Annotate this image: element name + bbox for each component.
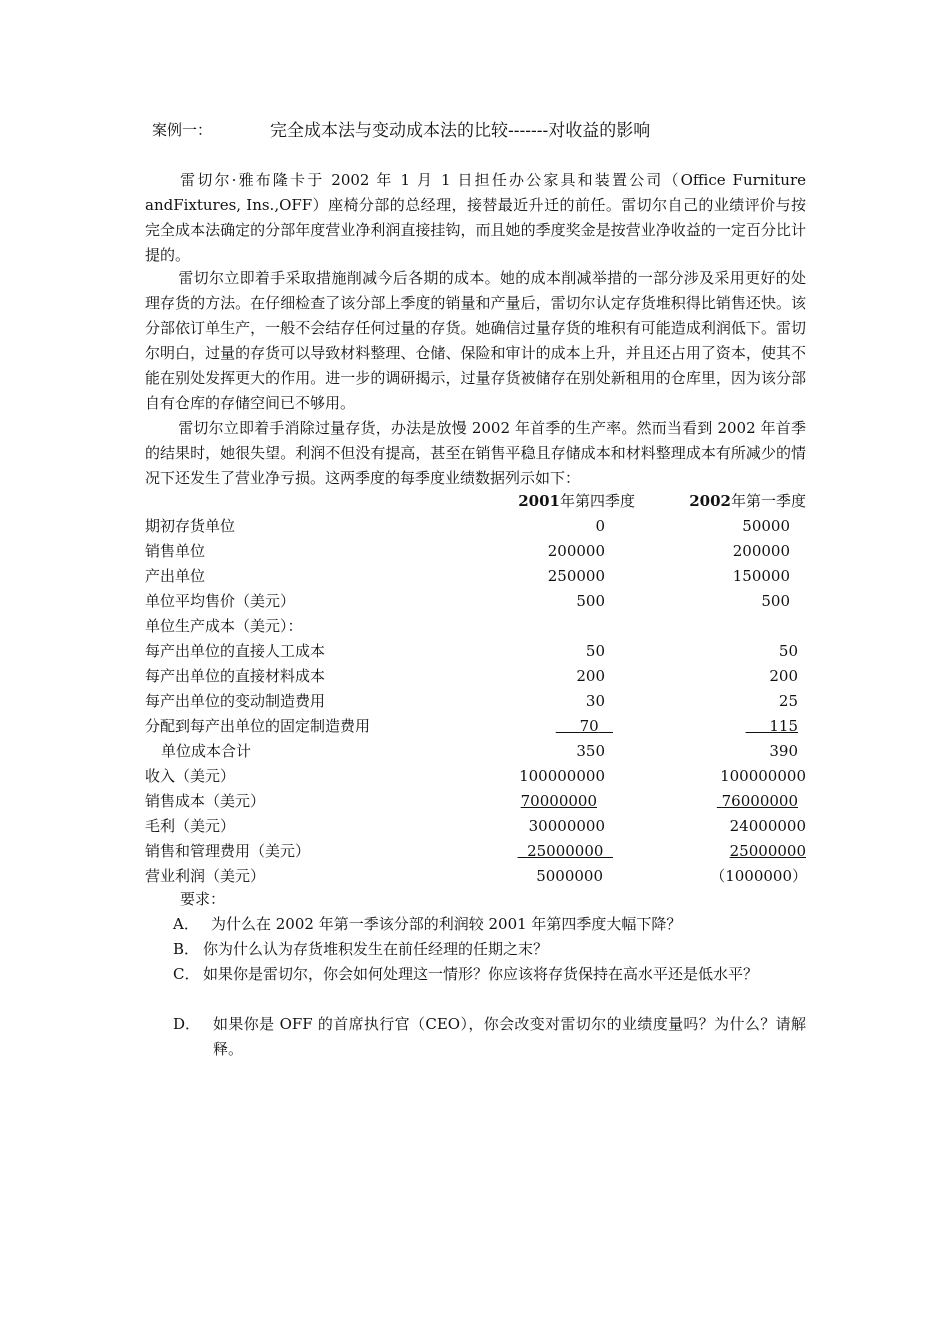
- row-label: 单位平均售价（美元）: [145, 592, 296, 610]
- row-label: 单位生产成本（美元）：: [145, 617, 303, 635]
- case-label: 案例一：: [152, 121, 213, 139]
- table-row: [145, 589, 815, 614]
- value-2001-q4: 100000000: [519, 767, 605, 785]
- value-2002-q1: 24000000: [729, 817, 806, 835]
- row-label: 每产出单位的变动制造费用: [145, 692, 326, 710]
- paragraph-1: [145, 168, 806, 268]
- value-2001-q4: 0: [595, 517, 605, 535]
- table-row: [145, 639, 815, 664]
- value-2002-q1: 100000000: [720, 767, 806, 785]
- table-row: [145, 664, 815, 689]
- table-row: [145, 514, 815, 539]
- table-row: [145, 614, 815, 639]
- value-2001-q4: 70000000: [520, 792, 597, 810]
- paragraph-3-text: 雷切尔立即着手消除过量存货，办法是放慢 2002 年首季的生产率。然而当看到 2002 年首季的结果时，她很失望。利润不但没有提高，甚至在销售平稳且存储成本和材料整理成本有所减少的情况下还发生了营业净亏损。这两季度的每季度业绩数据列示如下：: [145, 419, 806, 487]
- question-d: [173, 1012, 806, 1062]
- question-a: [173, 912, 806, 937]
- case-title: 完全成本法与变动成本法的比较-------对收益的影响: [270, 121, 651, 141]
- value-2001-q4: 500: [576, 592, 605, 610]
- row-label: 单位成本合计: [161, 742, 252, 760]
- value-2002-q1: 25000000: [729, 842, 806, 860]
- table-header-row: [145, 489, 815, 514]
- value-2001-q4: 30000000: [528, 817, 605, 835]
- value-2001-q4: 70: [579, 717, 599, 735]
- row-label: 营业利润（美元）: [145, 867, 266, 885]
- question-key: C．: [173, 965, 200, 983]
- question-text: 如果你是雷切尔，你会如何处理这一情形？你应该将存货保持在高水平还是低水平？: [203, 965, 759, 983]
- value-2001-q4: 5000000: [536, 867, 603, 885]
- paragraph-2-text: 雷切尔立即着手采取措施削减今后各期的成本。她的成本削减举措的一部分涉及采用更好的处理存货的方法。在仔细检查了该分部上季度的销量和产量后，雷切尔认定存货堆积得比销售还快。该分部依订单生产，一般不会结存任何过量的存货。她确信过量存货的堆积有可能造成利润低下。雷切尔明白，过量的存货可以导致材料整理、仓储、保险和审计的成本上升，并且还占用了资本，使其不能在别处发挥更大的作用。进一步的调研揭示，过量存货被储存在别处新租用的仓库里，因为该分部自有仓库的存储空间已不够用。: [145, 269, 806, 412]
- value-2001-q4: 250000: [547, 567, 605, 585]
- value-2001-q4: 30: [585, 692, 605, 710]
- row-label: 毛利（美元）: [145, 817, 236, 835]
- row-label: 分配到每产出单位的固定制造费用: [145, 717, 371, 735]
- value-2002-q1: 200000: [732, 542, 790, 560]
- column-header-2001-q4: 2001年第四季度: [518, 492, 635, 510]
- row-label: 销售单位: [145, 542, 206, 560]
- value-2002-q1: 150000: [732, 567, 790, 585]
- row-label: 每产出单位的直接人工成本: [145, 642, 326, 660]
- paragraph-1-text: 雷切尔·雅布隆卡于 2002 年 1 月 1 日担任办公家具和装置公司（Office Furniture andFixtures, Ins.,OFF）座椅分部的总经理，接替最近升迁的前任。雷切尔自己的业绩评价与按完全成本法确定的分部年度营业净利润直接挂钩，而且她的季度奖金是按营业净收益的一定百分比计提的。: [145, 171, 806, 264]
- value-2001-q4: 350: [576, 742, 605, 760]
- table-row: [145, 739, 815, 764]
- value-2002-q1: 76000000: [721, 792, 798, 810]
- table-row: [145, 714, 815, 739]
- table-row: [145, 689, 815, 714]
- paragraph-2: [145, 266, 806, 416]
- row-label: 收入（美元）: [145, 767, 236, 785]
- row-label: 销售成本（美元）: [145, 792, 266, 810]
- value-2002-q1: 200: [769, 667, 798, 685]
- table-row: [145, 564, 815, 589]
- row-label: 每产出单位的直接材料成本: [145, 667, 326, 685]
- value-2002-q1: 25: [778, 692, 798, 710]
- value-2001-q4: 200: [576, 667, 605, 685]
- paragraph-3: [145, 416, 806, 491]
- table-row: [145, 839, 815, 864]
- question-c: [173, 962, 806, 987]
- question-key: A．: [173, 915, 199, 933]
- question-key: B．: [173, 940, 200, 958]
- value-2002-q1: 500: [761, 592, 790, 610]
- value-2002-q1: （1000000）: [710, 867, 807, 885]
- table-row: [145, 864, 815, 889]
- question-key: D．: [173, 1015, 201, 1033]
- table-row: [145, 789, 815, 814]
- value-2002-q1: 50000: [742, 517, 790, 535]
- value-2001-q4: 25000000: [527, 842, 604, 860]
- question-text: 为什么在 2002 年第一季该分部的利润较 2001 年第四季度大幅下降？: [211, 915, 682, 933]
- value-2001-q4: 50: [585, 642, 605, 660]
- table-row: [145, 764, 815, 789]
- question-b: [173, 937, 806, 962]
- value-2002-q1: 50: [778, 642, 798, 660]
- question-text: 如果你是 OFF 的首席执行官（CEO），你会改变对雷切尔的业绩度量吗？为什么？请解释。: [213, 1015, 806, 1058]
- value-2002-q1: 115: [769, 717, 798, 735]
- value-2001-q4: 200000: [547, 542, 605, 560]
- requirements-label: 要求：: [180, 890, 226, 908]
- row-label: 期初存货单位: [145, 517, 236, 535]
- row-label: 销售和管理费用（美元）: [145, 842, 311, 860]
- value-2002-q1: 390: [769, 742, 798, 760]
- column-header-2002-q1: 2002年第一季度: [689, 492, 806, 510]
- table-row: [145, 814, 815, 839]
- row-label: 产出单位: [145, 567, 206, 585]
- question-text: 你为什么认为存货堆积发生在前任经理的任期之末？: [203, 940, 549, 958]
- table-row: [145, 539, 815, 564]
